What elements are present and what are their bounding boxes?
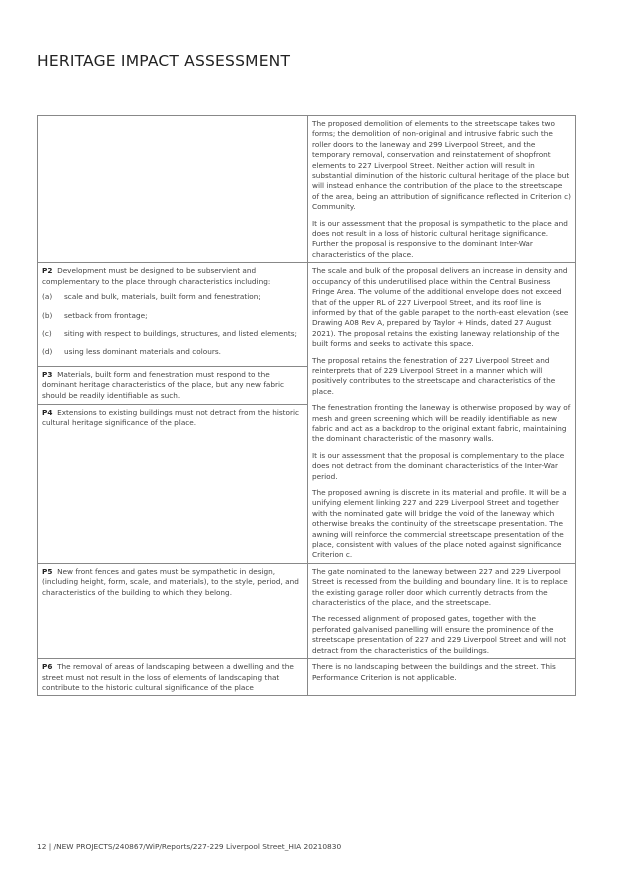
response-cell — [308, 659, 576, 696]
list-item-text: scale and bulk, materials, built form and fenestration; — [64, 292, 261, 302]
response-cell — [308, 116, 576, 263]
list-item — [42, 311, 303, 321]
criterion-block — [38, 366, 307, 401]
list-item — [42, 329, 303, 339]
list-item-label: (a) — [42, 292, 53, 302]
criterion-text — [42, 567, 303, 598]
page-footer: 12 | /NEW PROJECTS/240867/WiP/Reports/227-229 Liverpool Street_HIA 20210830 — [37, 842, 342, 851]
table-row — [38, 563, 576, 658]
criteria-cell — [38, 563, 308, 658]
table-row — [38, 659, 576, 696]
list-item-text: siting with respect to buildings, structures, and listed elements; — [64, 328, 297, 338]
response-paragraph: There is no landscaping between the buildings and the street. This Performance Criterion is not applicable. — [312, 662, 556, 682]
criterion-list — [42, 292, 303, 358]
response-cell — [308, 263, 576, 564]
response-paragraph: The proposal retains the fenestration of 227 Liverpool Street and reinterprets that of 229 Liverpool Street in a manner which will positively contributes to the streetscape and characteristics of the place. — [312, 355, 556, 396]
response-paragraph: The recessed alignment of proposed gates, together with the perforated galvanised panelling will ensure the prominence of the streetscape presentation of 227 and 229 Liverpool Street and will not detract from the characteristics of the buildings. — [312, 614, 567, 655]
criterion-block — [42, 662, 303, 693]
list-item-text: using less dominant materials and colours. — [64, 347, 221, 357]
assessment-rows — [38, 116, 576, 696]
criterion-text — [42, 266, 303, 287]
criterion-code: P4 — [42, 407, 53, 417]
response-paragraph: The proposed demolition of elements to the streetscape takes two forms; the demolition of non-original and intrusive fabric such the roller doors to the laneway and 299 Liverpool Street, and the temporary removal, conservation and reinstatement of shopfront elements to 227 Liverpool Street. Neither action will result in substantial diminution of the historic cultural heritage of the place but will instead enhance the contribution of the place to the streetscape of the area, being an attribution of significance reflected in Criterion c) Community. — [312, 119, 571, 212]
response-paragraph: It is our assessment that the proposal is complementary to the place does not detract from the dominant characteristics of the Inter-War period. — [312, 450, 565, 481]
response-paragraph: It is our assessment that the proposal is sympathetic to the place and does not result in a loss of historic cultural heritage significance. Further the proposal is responsive to the dominant Inter-War characteristics of the place. — [312, 218, 568, 259]
criterion-block — [38, 404, 307, 429]
criterion-description: New front fences and gates must be sympathetic in design, (including height, form, scale, and materials), to the style, period, and characteristics of the building to which they belong. — [42, 566, 299, 597]
criterion-block — [42, 266, 303, 357]
criterion-text — [42, 370, 303, 401]
list-item — [42, 292, 303, 302]
criterion-text — [42, 662, 303, 693]
assessment-table — [37, 115, 576, 696]
criterion-description: The removal of areas of landscaping between a dwelling and the street must not result in the loss of elements of landscaping that contribute to the historic cultural significance of the place — [42, 662, 294, 692]
list-item-text: setback from frontage; — [64, 310, 148, 320]
list-item-label: (b) — [42, 310, 53, 320]
criterion-code: P2 — [42, 266, 53, 276]
table-row — [38, 263, 576, 564]
criterion-code: P5 — [42, 566, 53, 576]
response-paragraph: The scale and bulk of the proposal delivers an increase in density and occupancy of this underutilised place within the Central Business Fringe Area. The volume of the additional envelope does not exceed that of the upper RL of 227 Liverpool Street, and its roof line is informed by that of the gable parapet to the north-east elevation (see Drawing A08 Rev A, prepared by Taylor + Hinds, dated 27 August 2021). The proposal retains the existing laneway relationship of the built forms and seeks to activate this space. — [312, 266, 569, 349]
criteria-cell — [38, 116, 308, 263]
list-item-label: (d) — [42, 347, 53, 357]
criterion-description: Development must be designed to be subservient and complementary to the place through characteristics including: — [42, 266, 271, 286]
criterion-code: P3 — [42, 369, 53, 379]
criterion-block — [42, 567, 303, 598]
criteria-cell — [38, 659, 308, 696]
criterion-text — [42, 408, 303, 429]
response-paragraph: The gate nominated to the laneway between 227 and 229 Liverpool Street is recessed from the building and boundary line. It is to replace the existing garage roller door which currently detracts from the characteristics of the place, and the streetscape. — [312, 566, 568, 608]
criterion-description: Extensions to existing buildings must not detract from the historic cultural heritage significance of the place. — [42, 407, 300, 428]
response-paragraph: The proposed awning is discrete in its material and profile. It will be a unifying element linking 227 and 229 Liverpool Street and together with the nominated gate will bridge the void of the laneway which otherwise breaks the continuity of the streetscape presentation. The awning will reinforce the commercial streetscape presentation of the place, consistent with values of the place noted against significance Criterion c. — [312, 488, 567, 560]
response-cell — [308, 563, 576, 658]
response-paragraph: The fenestration fronting the laneway is otherwise proposed by way of mesh and green screening which will be readily identifiable as new fabric and act as a backdrop to the original extant fabric, maintaining the dominant characteristic of the masonry walls. — [312, 403, 571, 444]
criterion-description: Materials, built form and fenestration must respond to the dominant heritage characteristics of the place, but any new fabric should be readily identifiable as such. — [42, 369, 285, 400]
criteria-cell — [38, 263, 308, 564]
list-item-label: (c) — [42, 328, 52, 338]
criterion-code: P6 — [42, 662, 53, 672]
table-row — [38, 116, 576, 263]
list-item — [42, 347, 303, 357]
page-title: HERITAGE IMPACT ASSESSMENT — [37, 52, 291, 70]
